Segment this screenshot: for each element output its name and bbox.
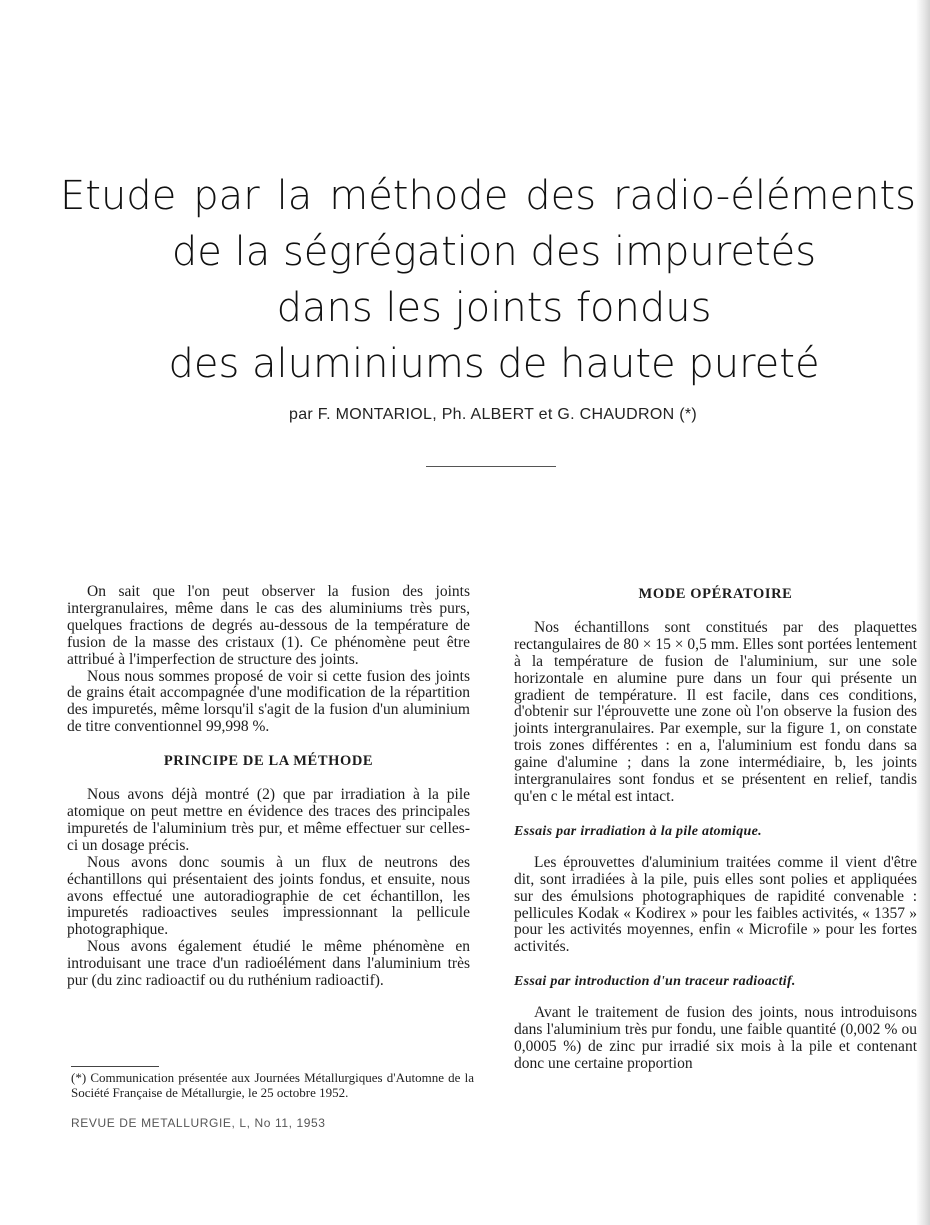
- principe-paragraph-1: Nous avons déjà montré (2) que par irradiation à la pile atomique on peut mettre en évidence des traces des principales impuretés de l'aluminium très pur, et même effectuer sur celles-ci un dosage précis.: [67, 786, 470, 854]
- subheading-traceur: Essai par introduction d'un traceur radioactif.: [514, 974, 796, 990]
- section-heading-mode: MODE OPÉRATOIRE: [638, 586, 793, 602]
- title-divider: [426, 466, 556, 467]
- title-line-4: des aluminiums de haute pureté: [168, 341, 820, 387]
- irradiation-paragraph: Les éprouvettes d'aluminium traitées comme il vient d'être dit, sont irradiées à la pile, puis elles sont polies et appliquées sur des émulsions photographiques de rapidité convenable : pellicules Kodak « Kodirex » pour les faibles activités, « 1357 » pour les activités moyennes, enfin « Microfile » pour les fortes activités.: [514, 853, 917, 956]
- right-column: [514, 584, 917, 1073]
- footnote: (*) Communication présentée aux Journées Métallurgiques d'Automne de la Société Française de Métallurgie, le 25 octobre 1952.: [71, 1070, 474, 1100]
- mode-paragraph-1: Nos échantillons sont constitués par des plaquettes rectangulaires de 80 × 15 × 0,5 mm. Elles sont portées lentement à la température de fusion de l'aluminium, sur une sole horizontale en alumine pure dans un four qui présente un gradient de température. Il est facile, dans ces conditions, d'obtenir sur l'éprouvette une zone où l'on observe la fusion des joints intergranulaires. Par exemple, sur la figure 1, on constate trois zones différentes : en a, l'aluminium est fondu dans sa gaine d'alumine ; dans la zone intermédiaire, b, les joints intergranulaires sont fondus et se présentent en relief, tandis qu'en c le métal est intact.: [514, 618, 917, 805]
- article-title: [60, 168, 928, 392]
- title-line-3: dans les joints fondus: [276, 285, 712, 331]
- subheading-irradiation: Essais par irradiation à la pile atomique.: [514, 823, 762, 839]
- principe-paragraph-3: Nous avons également étudié le même phénomène en introduisant une trace d'un radioélément dans l'aluminium très pur (du zinc radioactif ou du ruthénium radioactif).: [67, 938, 470, 990]
- principe-paragraph-2: Nous avons donc soumis à un flux de neutrons des échantillons qui présentaient des joints fondus, et ensuite, nous avons effectué une autoradiographie de cet échantillon, les impuretés radioactives seules impressionnant la pellicule photographique.: [67, 853, 470, 939]
- traceur-paragraph: Avant le traitement de fusion des joints, nous introduisons dans l'aluminium très pur fondu, une faible quantité (0,002 % ou 0,0005 %) de zinc pur irradié six mois à la pile et contenant donc une certaine proportion: [514, 1004, 917, 1072]
- title-line-1: Etude par la méthode des radio-éléments: [60, 173, 916, 219]
- author-byline: par F. MONTARIOL, Ph. ALBERT et G. CHAUDRON (*): [289, 406, 697, 423]
- section-heading-principe: PRINCIPE DE LA MÉTHODE: [163, 753, 374, 770]
- intro-paragraph-1: On sait que l'on peut observer la fusion des joints intergranulaires, même dans le cas des aluminiums très purs, quelques fractions de degrés au-dessous de la température de fusion de la masse des cristaux (1). Ce phénomène peut être attribué à l'imperfection de structure des joints.: [67, 583, 470, 668]
- intro-paragraph-2: Nous nous sommes proposé de voir si cette fusion des joints de grains était accompagnée d'une modification de la répartition des impuretés, même lorsqu'il s'agit de la fusion d'un aluminium de titre conventionnel 99,998 %.: [67, 667, 470, 736]
- footnote-divider: [71, 1066, 159, 1067]
- title-line-2: de la ségrégation des impuretés: [171, 229, 817, 275]
- journal-reference: REVUE DE METALLURGIE, L, No 11, 1953: [71, 1116, 326, 1130]
- left-column: [67, 584, 470, 990]
